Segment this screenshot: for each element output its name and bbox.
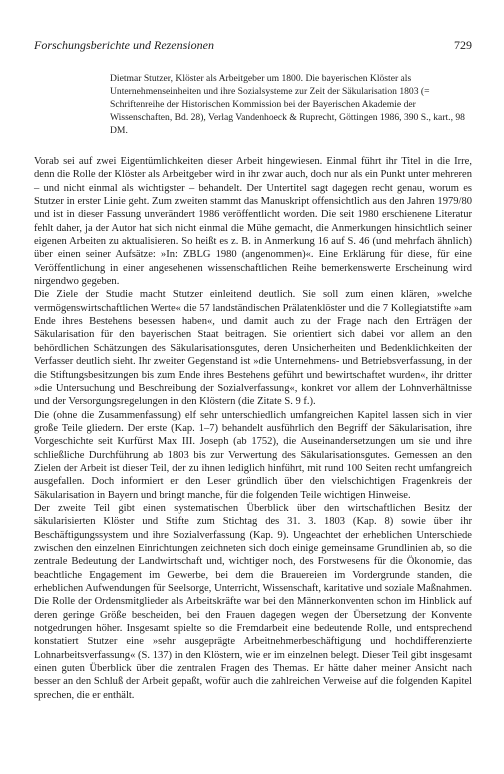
- journal-section-title: Forschungsberichte und Rezensionen: [34, 38, 214, 52]
- paragraph: Die (ohne die Zusammenfassung) elf sehr unterschiedlich umfangreichen Kapitel lassen sich in vier große Teile gliedern. Der erste (Kap. 1–7) behandelt ausführlich den Begriff der Säkularisation, ihre Vorgeschichte seit Kurfürst Max III. Joseph (ab 1752), die Auseinandersetzungen um sie und ihre schließliche Durchführung ab 1803 bis zur Verwertung des Säkularisationsgutes. Gemessen an den Zielen der Arbeit ist dieser Teil, der zu ihnen lediglich hinführt, mit rund 100 Seiten recht umfangreich ausgefallen. Doch informiert er den Leser gründlich über den vielschichtigen Fragenkreis der Säkularisation in Bayern und bringt manche, für die folgenden Teile wichtigen Hinweise.: [34, 409, 472, 501]
- bibliographic-reference: Dietmar Stutzer, Klöster als Arbeitgeber um 1800. Die bayerischen Klöster als Unternehmenseinheiten und ihre Sozialsysteme zur Zeit der Säkularisation 1803 (= Schriftenreihe der Historischen Kommission bei der Bayerischen Akademie der Wissenschaften, Bd. 28), Verlag Vandenhoeck & Ruprecht, Göttingen 1986, 390 S., kart., 98 DM.: [110, 73, 465, 136]
- paragraph: Vorab sei auf zwei Eigentümlichkeiten dieser Arbeit hingewiesen. Einmal führt ihr Titel in die Irre, denn die Rolle der Klöster als Arbeitgeber wird in ihr zwar auch, doch nur als ein Punkt unter mehreren – und nicht einmal als wichtigster – behandelt. Der Untertitel sagt dagegen recht genau, worum es Stutzer in erster Linie geht. Zum zweiten stammt das Manuskript offensichtlich aus den Jahren 1979/80 und ist in dieser Fassung unverändert 1986 veröffentlicht worden. Die seit 1980 erschienene Literatur fehlt daher, ja der Autor hat sich nicht einmal die Mühe gemacht, die Anmerkungen hinsichtlich seiner eigenen Arbeiten zu aktualisieren. So heißt es z. B. in Anmerkung 16 auf S. 46 (und mehrfach ähnlich) über einen seiner Aufsätze: »In: ZBLG 1980 (angenommen)«. Eine Erklärung für diese, für eine Veröffentlichung in einer angesehenen wissenschaftlichen Reihe bemerkenswerte Erscheinung wird nirgendwo gegeben.: [34, 156, 472, 288]
- review-body: [34, 155, 472, 702]
- running-header: [34, 38, 472, 52]
- page-number: 729: [454, 38, 472, 52]
- document-page: [34, 38, 472, 702]
- paragraph: Der zweite Teil gibt einen systematischen Überblick über den wirtschaftlichen Besitz der säkularisierten Klöster und Stifte zum Stichtag des 31. 3. 1803 (Kap. 8) sowie über ihr Beschäftigungssystem und ihre Sozialverfassung (Kap. 9). Ungeachtet der erheblichen Unterschiede zwischen den einzelnen Einrichtungen zeichneten sich doch einige gemeinsame Grundlinien ab, so die zentrale Bedeutung der Landwirtschaft und, wichtiger noch, des Forstwesens für die Ökonomie, das beachtliche Engagement im Gewerbe, bei dem die Brauereien im Vordergrunde standen, die erheblichen Aufwendungen für Seelsorge, Unterricht, Wissenschaft, karitative und soziale Maßnahmen. Die Rolle der Ordensmitglieder als Arbeitskräfte war bei den Männerkonventen schon im Hinblick auf deren geringe Größe bescheiden, bei den Frauen dagegen wegen der Übersetzung der Konvente notgedrungen höher. Insgesamt spielte so die Fremdarbeit eine bedeutende Rolle, und entsprechend konstatiert Stutzer eine »sehr ausgeprägte Arbeitnehmerbeschäftigung und hochdifferenzierte Lohnarbeitsverfassung« (S. 137) in den Klöstern, wie er im einzelnen belegt. Dieser Teil gibt insgesamt einen guten Überblick über die zentralen Fragen des Themas. Er hätte daher meiner Ansicht nach besser an den Schluß der Arbeit gepaßt, wofür auch die zahlreichen Verweise auf die folgenden Kapitel sprechen, die er enthält.: [34, 502, 472, 701]
- paragraph: Die Ziele der Studie macht Stutzer einleitend deutlich. Sie soll zum einen klären, »welche vermögenswirtschaftlichen Werte« die 57 landständischen Prälatenklöster und die 7 Kollegiatstifte »am Ende ihres Bestehens besessen haben«, und damit auch zu der Frage nach den Erträgen der Säkularisation für den bayerischen Staat beitragen. Sie orientiert sich dabei vor allem an den behördlichen Schätzungen des Säkularisationsgutes, deren Unsicherheiten und Bedenklichkeiten der Verfasser deutlich sieht. Ihr zweiter Gegenstand ist »die Unternehmens- und Betriebsverfassung, in der die Stiftungsbesitzungen bis zum Ende ihres Bestehens geführt und bewirtschaftet wurden«, ihr dritter »die Untersuchung und Beschreibung der Sozialverfassung«, konkret vor allem der Lohnverhältnisse und der Versorgungsregelungen in den Klöstern (die Zitate S. 9 f.).: [34, 289, 472, 408]
